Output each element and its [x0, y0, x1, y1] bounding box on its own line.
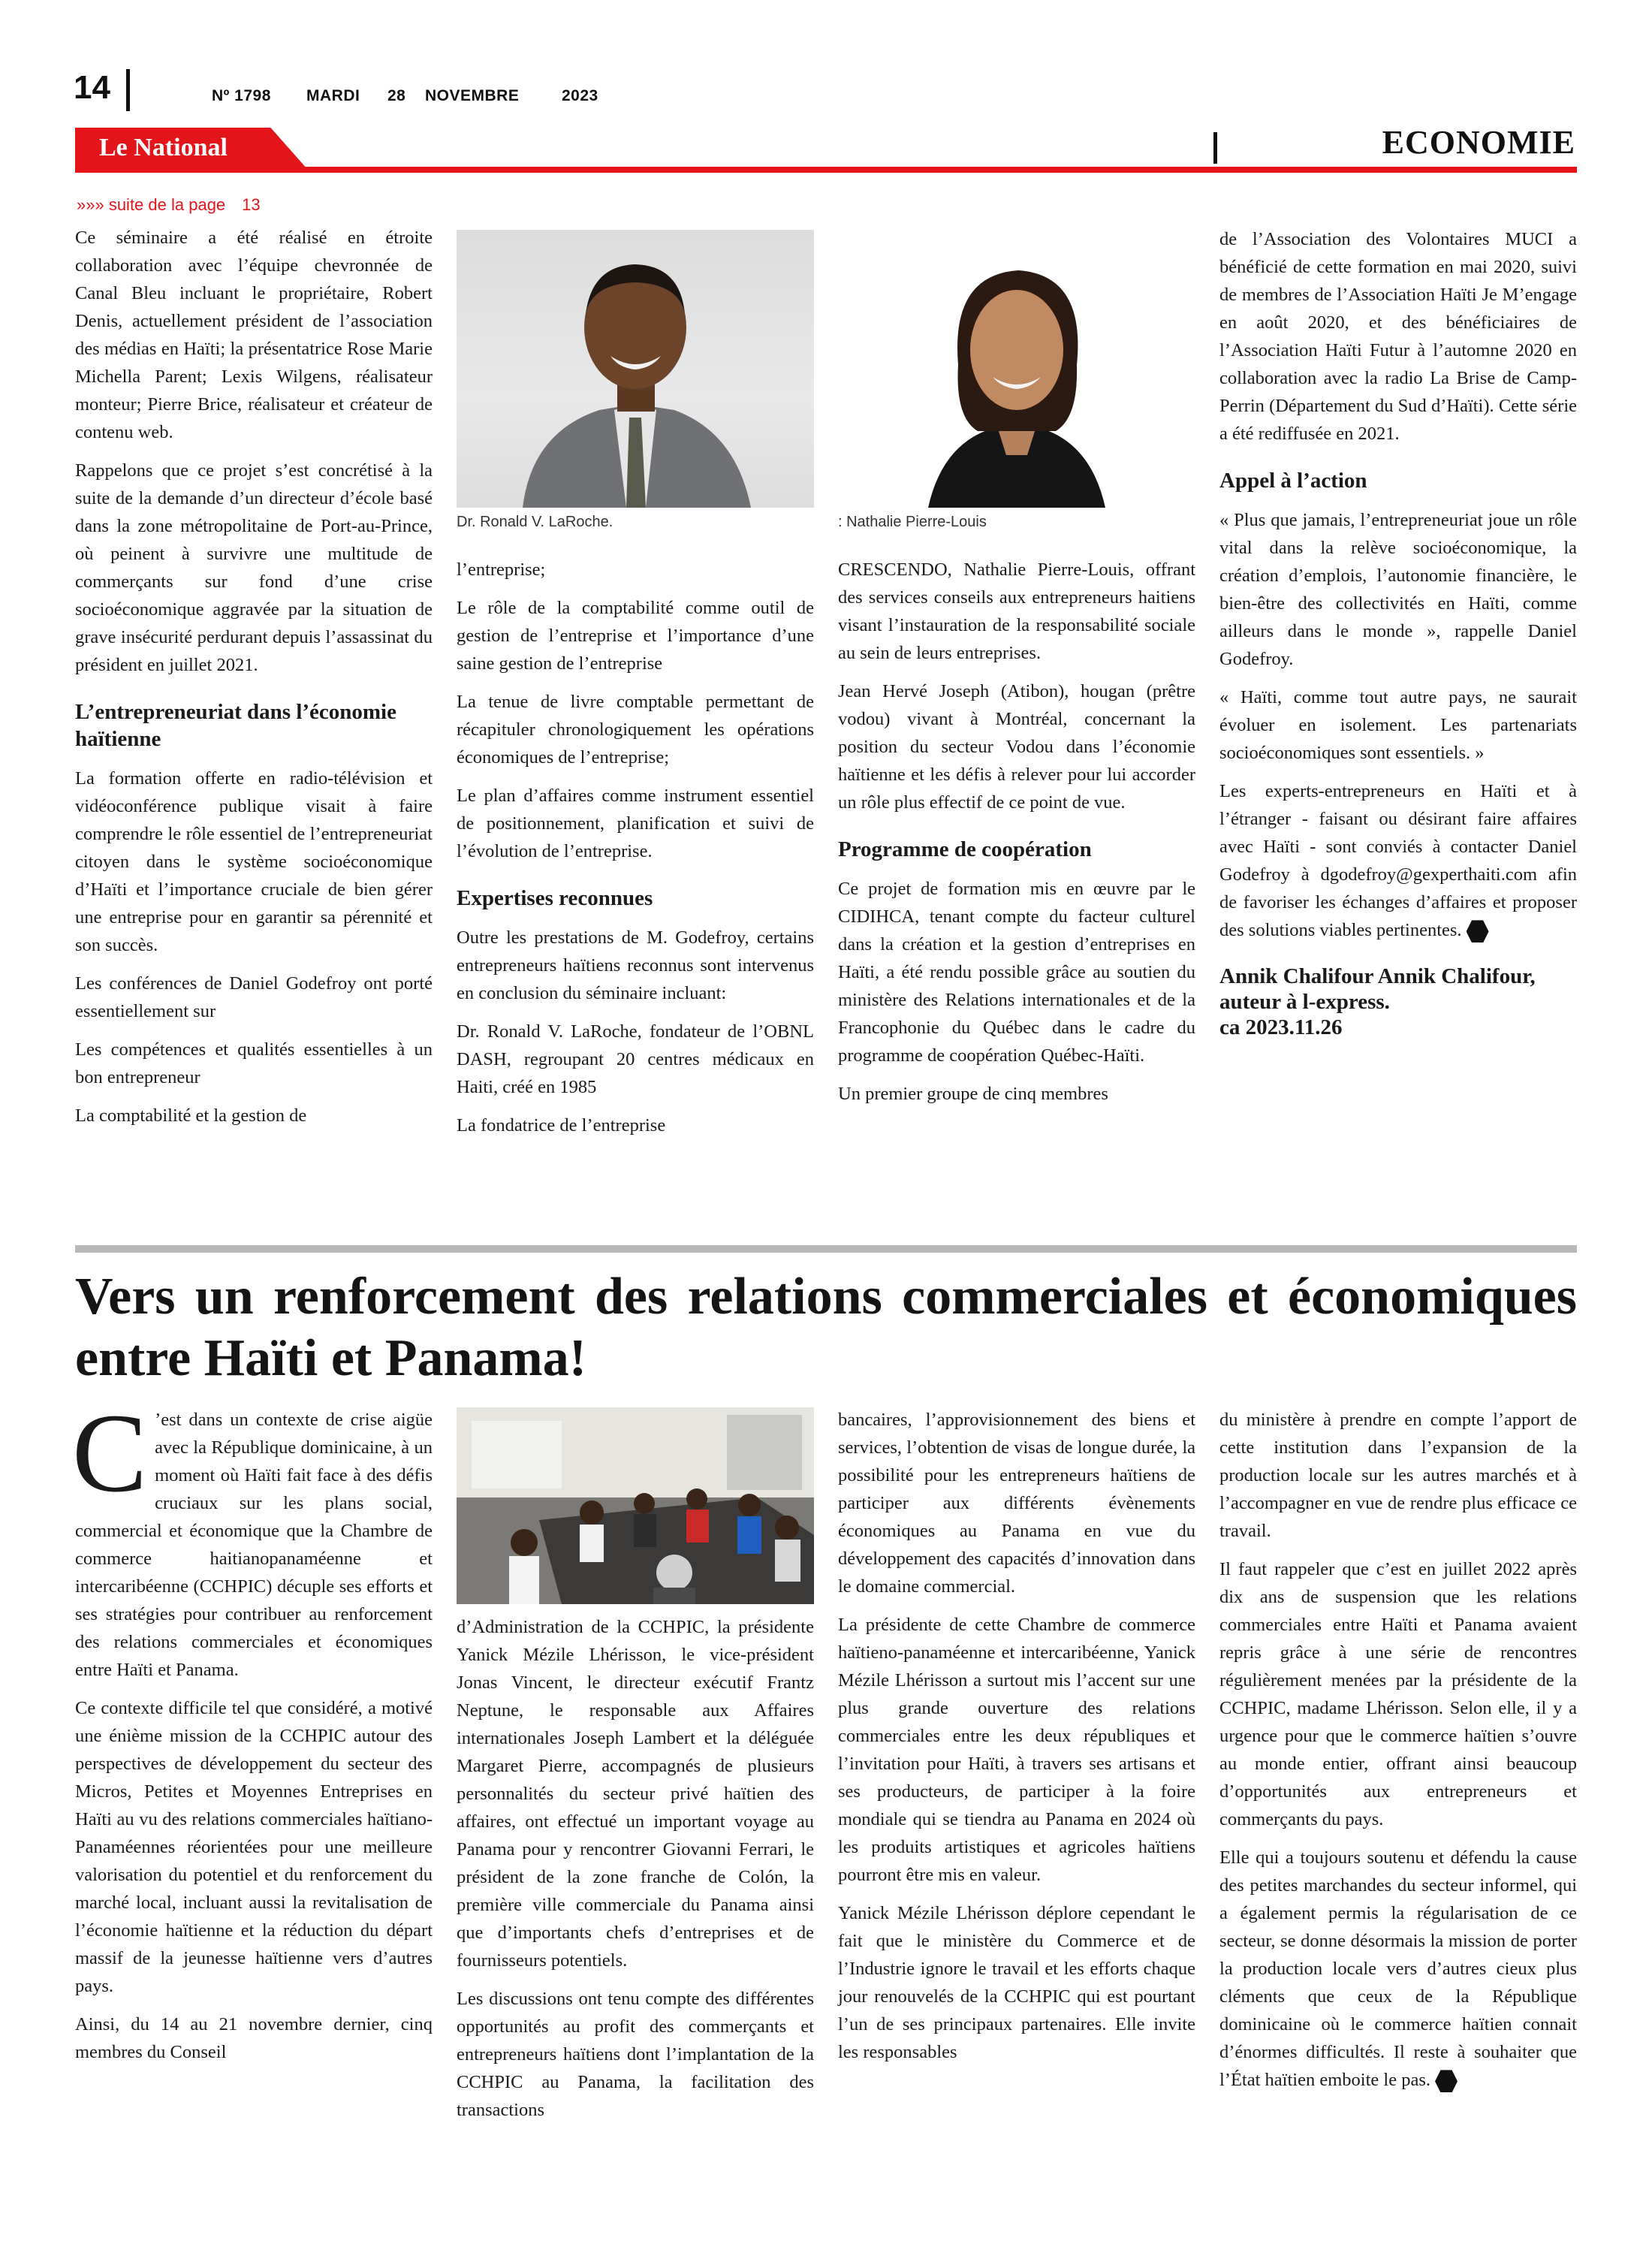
article2-column-3 [838, 1406, 1195, 2077]
subheading: L’entrepreneuriat dans l’économie haïtienne [75, 700, 396, 751]
paragraph: La comptabilité et la gestion de [75, 1105, 307, 1126]
brand-name: Le National [99, 134, 228, 161]
section-title: ECONOMIE [1382, 124, 1575, 161]
article2-column-4 [1219, 1406, 1577, 2104]
issue-year: 2023 [562, 87, 598, 104]
paragraph: La tenue de livre comptable permettant de récapituler chronologiquement les opérations économiques de l’entreprise; [457, 692, 814, 768]
paragraph: Le plan d’affaires comme instrument essentiel de positionnement, planification et suivi de l’évolution de l’entreprise. [457, 786, 814, 861]
paragraph: Le rôle de la comptabilité comme outil de gestion de l’entreprise et l’importance d’une saine gestion de l’entreprise [457, 598, 814, 674]
paragraph: Ainsi, du 14 au 21 novembre dernier, cinq membres du Conseil [75, 2014, 433, 2062]
section-divider [1213, 132, 1217, 164]
paragraph: du ministère à prendre en compte l’apport de cette institution dans l’expansion de la production locale sur les autres marchés et à l’accompagner en vue de rendre plus efficace ce travail. [1219, 1410, 1577, 1541]
issue-month: NOVEMBRE [425, 87, 520, 104]
paragraph [72, 1391, 433, 1684]
paragraph [1219, 1844, 1577, 2094]
paragraph: Dr. Ronald V. LaRoche, fondateur de l’OBNL DASH, regroupant 20 centres médicaux en Haiti, créé en 1985 [457, 1021, 814, 1097]
paragraph: La formation offerte en radio-télévision et vidéoconférence publique visait à faire comprendre le rôle essentiel de l’entrepreneuriat citoyen dans le système socioéconomique d’Haïti et l’importance cruciale de bien gérer une entreprise pour en garantir sa pérennité et son succès. [75, 768, 433, 955]
issue-date: 28 [387, 87, 406, 104]
header-divider [126, 69, 130, 111]
photo-meeting-panama [457, 1407, 814, 1604]
paragraph [1219, 777, 1577, 944]
paragraph: La fondatrice de l’entreprise [457, 1115, 666, 1136]
paragraph: bancaires, l’approvisionnement des biens et services, l’obtention de visas de longue durée, la possibilité pour les entrepreneurs haïtiens de participer aux différents évènements économiques au Panama en vue du développement des capacités d’innovation dans le domaine commercial. [838, 1410, 1195, 1597]
article1-column-4 [1219, 225, 1577, 1051]
paragraph-text: Elle qui a toujours soutenu et défendu la cause des petites marchandes du secteur informel, qui a également permis la régularisation de ce secteur, se donne désormais la mission de porter la production locale vers d’autres cieux plus cléments que ceux de la République dominicaine où le commerce haïtien connait d’énormes difficultés. Il reste à souhaiter que l’État haïtien emboite le pas. [1219, 1847, 1577, 2090]
article1-column-2 [457, 556, 814, 1150]
header-rule [75, 167, 1577, 173]
paragraph: La présidente de cette Chambre de commerce haïtieno-panaméenne et intercaribéenne, Yanick Mézile Lhérisson a surtout mis l’accent sur une plus grande ouverture des relations commerciales entre les deux républiques et l’invitation pour Haïti, à travers ses artisans et ses producteurs, de participer à la foire mondiale qui se tiendra au Panama en 2024 où les produits artistiques et agricoles haïtiens pourront être mis en valeur. [838, 1615, 1195, 1885]
subheading: Programme de coopération [838, 837, 1092, 861]
paragraph: Un premier groupe de cinq membres [838, 1084, 1108, 1104]
photo-caption: : Nathalie Pierre-Louis [838, 514, 987, 530]
subheading: Expertises reconnues [457, 886, 653, 910]
paragraph: CRESCENDO, Nathalie Pierre-Louis, offrant des services conseils aux entrepreneurs haitiens visant l’instauration de la responsabilité sociale au sein de leurs entreprises. [838, 559, 1195, 663]
continuation-note [77, 195, 261, 215]
author-line-1: Annik Chalifour Annik Chalifour, auteur à l-express. [1219, 964, 1536, 1014]
photo-nathalie-pierre-louis [838, 230, 1195, 508]
page-number: 14 [74, 69, 110, 106]
paragraph: Ce projet de formation mis en œuvre par le CIDIHCA, tenant compte du facteur culturel dans la création et la gestion d’entreprises en Haïti, a été rendu possible grâce au soutien du ministère des Relations internationales et de la Francophonie du Québec dans le cadre du programme de coopération Québec-Haïti. [838, 879, 1195, 1066]
paragraph: l’entreprise; [457, 559, 546, 580]
issue-day: MARDI [306, 87, 360, 104]
drop-cap: C [72, 1391, 148, 1516]
article-headline: Vers un renforcement des relations commerciales et économiques entre Haïti et Panama! [75, 1268, 1577, 1387]
paragraph: d’Administration de la CCHPIC, la présidente Yanick Mézile Lhérisson, le vice-président Jonas Vincent, le directeur exécutif Frantz Neptune, le responsable aux Affaires internationales Joseph Lambert et la déléguée Margaret Pierre, accompagnés de plusieurs personnalités du secteur privé haïtien des affaires, ont effectué un important voyage au Panama pour y rencontrer Giovanni Ferrari, le président de la zone franche de Colón, la première ville commerciale du Panama ainsi que d’importants chefs d’entreprises et de fournisseurs potentiels. [457, 1617, 814, 1971]
author-line-2: ca 2023.11.26 [1219, 1015, 1343, 1039]
article-separator [75, 1245, 1577, 1253]
paragraph: Ce séminaire a été réalisé en étroite collaboration avec l’équipe chevronnée de Canal Bleu incluant le propriétaire, Robert Denis, actuellement président de l’association des médias en Haïti; la présentatrice Rose Marie Michella Parent; Lexis Wilgens, réalisateur monteur; Pierre Brice, réalisateur et créateur de contenu web. [75, 228, 433, 442]
paragraph: Rappelons que ce projet s’est concrétisé à la suite de la demande d’un directeur d’école basé dans la zone métropolitaine de Port-au-Prince, où peinent à survivre une multitude de commerçants sur fond d’une crise socioéconomique aggravée par la situation de grave insécurité perdurant depuis l’assassinat du président en juillet 2021. [75, 460, 433, 675]
paragraph: Ce contexte difficile tel que considéré, a motivé une énième mission de la CCHPIC autour des perspectives de développement du secteur des Micros, Petites et Moyennes Entreprises en Haïti au vu des relations commerciales haïtiano-Panaméennes réorientées pour une meilleure valorisation du potentiel et du renforcement du marché local, incluant aussi la revitalisation de l’économie haïtienne et la réduction du départ massif de la jeunesse haïtienne vers d’autres pays. [75, 1698, 433, 1996]
paragraph: « Plus que jamais, l’entrepreneuriat joue un rôle vital dans la relève socioéconomique, la création d’emplois, l’autonomie financière, le bien-être des collectivités en Haïti, comme ailleurs dans le monde », rappelle Daniel Godefroy. [1219, 510, 1577, 669]
paragraph: de l’Association des Volontaires MUCI a bénéficié de cette formation en mai 2020, suivi de membres de l’Association Haïti Je M’engage en août 2020, et des bénéficiaires de l’Association Haïti Futur à l’automne 2020 en collaboration avec la radio La Brise de Camp-Perrin (Département du Sud d’Haïti). Cette série a été rediffusée en 2021. [1219, 229, 1577, 444]
end-of-article-icon [1435, 2070, 1458, 2092]
issue-number: Nº 1798 [212, 87, 271, 104]
paragraph-text: Les experts-entrepreneurs en Haïti et à l’étranger - faisant ou désirant faire affaires avec Haïti - sont conviés à contacter Daniel Godefroy à dgodefroy@gexperthaiti.com afin de favoriser les échanges d’affaires et proposer des solutions viables pertinentes. [1219, 781, 1577, 940]
article1-column-1 [75, 224, 433, 1140]
paragraph: Les discussions ont tenu compte des différentes opportunités au profit des commerçants et entrepreneurs haïtiens dont l’implantation de la CCHPIC au Panama, la facilitation des transactions [457, 1989, 814, 2120]
paragraph: Les conférences de Daniel Godefroy ont porté essentiellement sur [75, 973, 433, 1021]
paragraph: Les compétences et qualités essentielles à un bon entrepreneur [75, 1039, 433, 1087]
paragraph: Yanick Mézile Lhérisson déplore cependant le fait que le ministère du Commerce et de l’Industrie ignore le travail et les efforts chaque jour renouvelés de la CCHPIC qui est pourtant l’un de ses principaux partenaires. Elle invite les responsables [838, 1903, 1195, 2062]
continuation-label: »»» suite de la page [77, 195, 226, 214]
paragraph: « Haïti, comme tout autre pays, ne saurait évoluer en isolement. Les partenariats socioéconomiques sont essentiels. » [1219, 687, 1577, 763]
article1-column-3 [838, 556, 1195, 1118]
photo-ronald-laroche [457, 230, 814, 508]
paragraph: Jean Hervé Joseph (Atibon), hougan (prêtre vodou) vivant à Montréal, concernant la position du secteur Vodou dans l’économie haïtienne et les défis à relever pour lui accorder un rôle plus effectif de ce point de vue. [838, 681, 1195, 813]
continuation-page: 13 [242, 195, 261, 214]
paragraph: Il faut rappeler que c’est en juillet 2022 après dix ans de suspension que les relations commerciales entre Haïti et Panama avaient repris grâce à une série de rencontres régulièrement menées par la présidente de la CCHPIC, madame Lhérisson. Selon elle, il y a urgence pour que le commerce haïtien s’ouvre au monde entier, offrant ainsi beaucoup d’opportunités aux entrepreneurs et commerçants du pays. [1219, 1559, 1577, 1829]
paragraph: Outre les prestations de M. Godefroy, certains entrepreneurs haïtiens reconnus sont intervenus en conclusion du séminaire incluant: [457, 927, 814, 1003]
subheading: Appel à l’action [1219, 469, 1367, 493]
paragraph-text: ’est dans un contexte de crise aigüe avec la République dominicaine, à un moment où Haïti fait face à des défis cruciaux sur les plans social, commercial et économique que la Chambre de commerce haitianopanaméenne et intercaribéenne (CCHPIC) décuple ses efforts et ses stratégies pour contribuer au renforcement des relations commerciales et économiques entre Haïti et Panama. [75, 1410, 433, 1680]
photo-caption: Dr. Ronald V. LaRoche. [457, 514, 613, 530]
author-signoff [1219, 964, 1577, 1040]
article2-column-2 [457, 1613, 814, 2134]
article2-column-1 [72, 1391, 433, 2077]
end-of-article-icon [1467, 920, 1489, 943]
